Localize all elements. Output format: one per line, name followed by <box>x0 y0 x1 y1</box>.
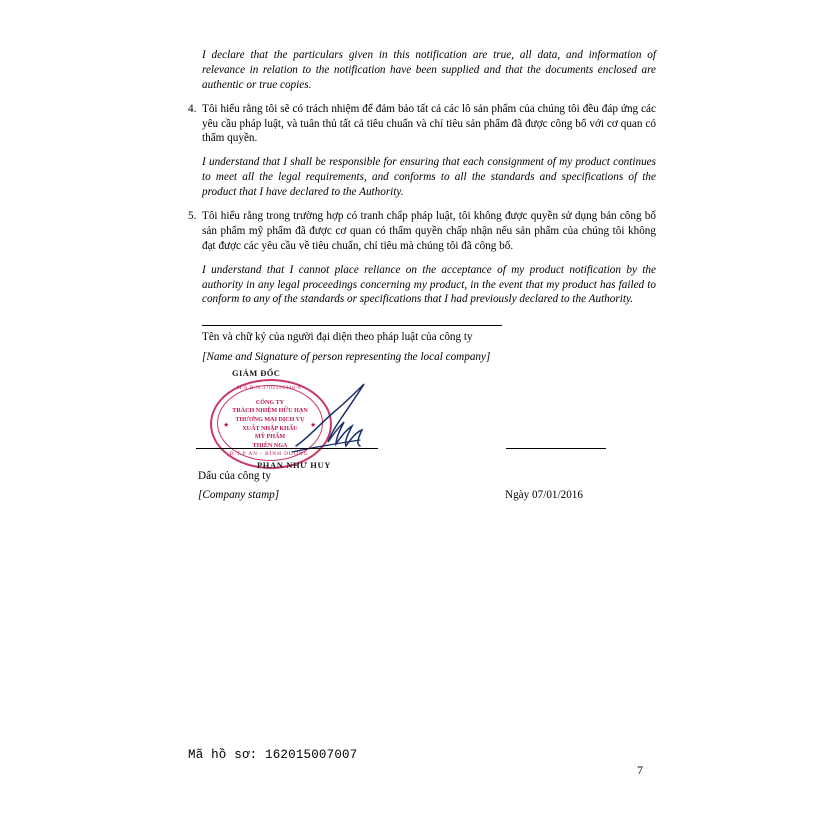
file-code-footer: Mã hồ sơ: 162015007007 <box>188 748 358 762</box>
clause-5 <box>188 209 656 254</box>
stamp-line-5: MỸ PHẨM <box>254 434 286 441</box>
declaration-paragraph: I declare that the particulars given in this notification are true, all data, and information of relevance in relation to the notification have been supplied and that the documents enclosed are authentic or true copies. <box>202 49 656 91</box>
page-number: 7 <box>637 763 643 777</box>
company-stamp-date-row <box>188 448 656 528</box>
stamp-line-1: CÔNG TY <box>255 399 285 406</box>
stamp-line-2: TRÁCH NHIỆM HỮU HẠN <box>232 408 308 415</box>
stamp-star-left-icon: ★ <box>223 420 230 429</box>
stamp-location-text: Đ.T.P AN - BÌNH DƯƠNG <box>229 450 309 457</box>
stamp-registration-number: M.S.D.N 3702296346-6 <box>236 384 302 391</box>
director-name: PHAN NHƯ HUY <box>257 459 331 470</box>
date-rule <box>506 448 606 449</box>
director-title: GIÁM ĐỐC <box>232 367 281 378</box>
stamp-line-4: XUẤT NHẬP KHẨU <box>242 425 298 432</box>
stamp-star-right-icon: ★ <box>310 420 317 429</box>
stamp-line-3: THƯƠNG MẠI DỊCH VỤ <box>235 416 305 423</box>
clause-5-number: 5. <box>188 210 197 223</box>
signature-label-vi: Tên và chữ ký của người đại diện theo pháp luật của công ty <box>202 331 473 344</box>
company-stamp-label-en: [Company stamp] <box>198 489 280 501</box>
signature-date: Ngày 07/01/2016 <box>505 489 583 501</box>
stamp-line-6: THIÊN NGA <box>252 442 288 449</box>
clause-4-text-vi: Tôi hiểu rằng tôi sẽ có trách nhiệm để đảm bảo tất cả các lô sản phẩm của chúng tôi đều đáp ứng các yêu cầu pháp luật, và tuân thủ tất cả tiêu chuẩn và chỉ tiêu sản phẩm đã được công bố với cơ quan có thẩm quyền. <box>202 102 656 145</box>
company-stamp-label-vi: Dấu của công ty <box>198 470 272 482</box>
clause-4-text-en: I understand that I shall be responsible for ensuring that each consignment of my product continues to meet all the legal requirements, and conforms to all the standards and specifications of the product that I have declared to the Authority. <box>202 156 656 199</box>
signature-label-en: [Name and Signature of person representing the local company] <box>202 351 491 364</box>
signature-divider-rule <box>202 325 502 326</box>
document-body <box>188 48 656 488</box>
company-stamp-rule <box>196 448 378 449</box>
clause-5-text-vi: Tôi hiểu rằng trong trường hợp có tranh chấp pháp luật, tôi không được quyền sử dụng bản công bố sản phẩm mỹ phẩm đã được cơ quan có thẩm quyền chấp nhận nếu sản phẩm của chúng tôi không đạt được các yêu cầu về tiêu chuẩn, chỉ tiêu mà chúng tôi đã công bố. <box>202 210 656 252</box>
clause-4-number: 4. <box>188 102 197 115</box>
clause-5-text-en: I understand that I cannot place reliance on the acceptance of my product notification by the authority in any legal proceedings concerning my product, in the event that my product has failed to conform to any of the standards or specifications that I had previously declared to the Authority. <box>202 263 656 306</box>
clause-4 <box>188 102 656 147</box>
